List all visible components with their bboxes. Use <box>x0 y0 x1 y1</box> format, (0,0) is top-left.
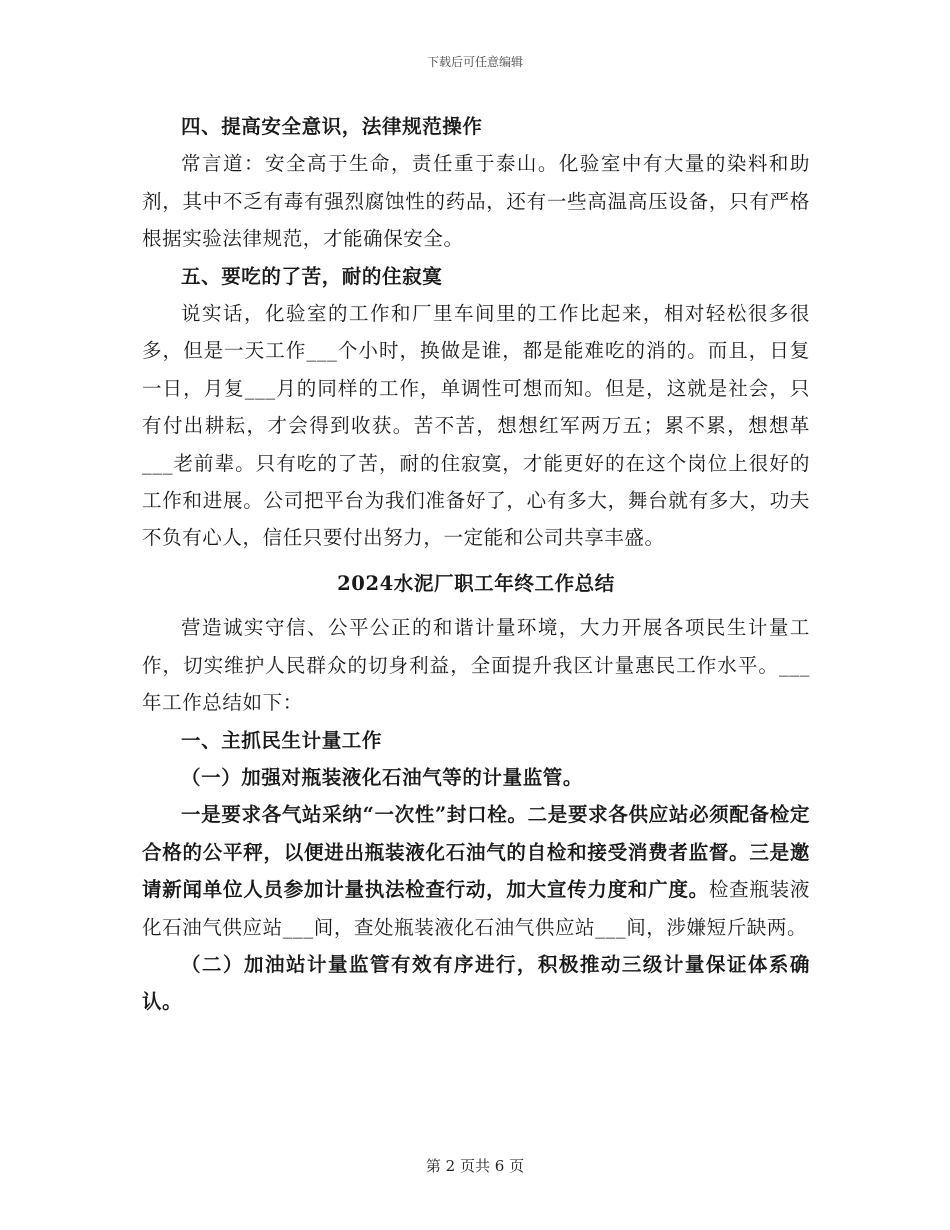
article-intro-paragraph: 营造诚实守信、公平公正的和谐计量环境，大力开展各项民生计量工作，切实维护人民群众的切身利益，全面提升我区计量惠民工作水平。___年工作总结如下： <box>142 616 810 715</box>
article-subheading-1-1: （一）加强对瓶装液化石油气等的计量监管。 <box>181 765 584 789</box>
section-heading-5: 五、要吃的了苦，耐的住寂寞 <box>181 264 443 288</box>
section-5-paragraph: 说实话，化验室的工作和厂里车间里的工作比起来，相对轻松很多很多，但是一天工作___个小时，换做是谁，都是能难吃的消的。而且，日复一日，月复___月的同样的工作，单调性可想而知。但是，这就是社会，只有付出耕耘，才会得到收获。苦不苦，想想红军两万五；累不累，想想革___老前辈。只有吃的了苦，耐的住寂寞，才能更好的在这个岗位上很好的工作和进展。公司把平台为我们准备好了，心有多大，舞台就有多大，功夫不负有心人，信任只要付出努力，一定能和公司共享丰盛。 <box>142 302 810 550</box>
article-heading-1: 一、主抓民生计量工作 <box>181 728 383 752</box>
section-heading-4: 四、提高安全意识，法律规范操作 <box>181 115 483 138</box>
article-paragraph-1 <box>142 796 810 946</box>
article-paragraph-1-normal-part: 检查瓶装液化石油气供应站___间，查处瓶装液化石油气供应站___间，涉嫌短斤缺两。 <box>142 878 810 939</box>
page-header: 下载后可任意编辑 <box>426 55 523 69</box>
document-body <box>142 108 810 1021</box>
article-title: 2024水泥厂职工年终工作总结 <box>337 571 615 595</box>
page-footer: 第 2 页共 6 页 <box>425 1157 525 1175</box>
section-4-paragraph: 常言道：安全高于生命，责任重于泰山。化验室中有大量的染料和助剂，其中不乏有毒有强烈腐蚀性的药品，还有一些高温高压设备，只有严格根据实验法律规范，才能确保安全。 <box>142 152 810 251</box>
article-paragraph-1-bold-part: 一是要求各气站采纳“一次性”封口栓。二是要求各供应站必须配备检定合格的公平秤，以便进出瓶装液化石油气的自检和接受消费者监督。三是邀请新闻单位人员参加计量执法检查行动，加大宣传力度和广度。 <box>142 803 810 902</box>
article-subheading-1-2: （二）加油站计量监管有效有序进行，积极推动三级计量保证体系确认。 <box>142 952 810 1014</box>
